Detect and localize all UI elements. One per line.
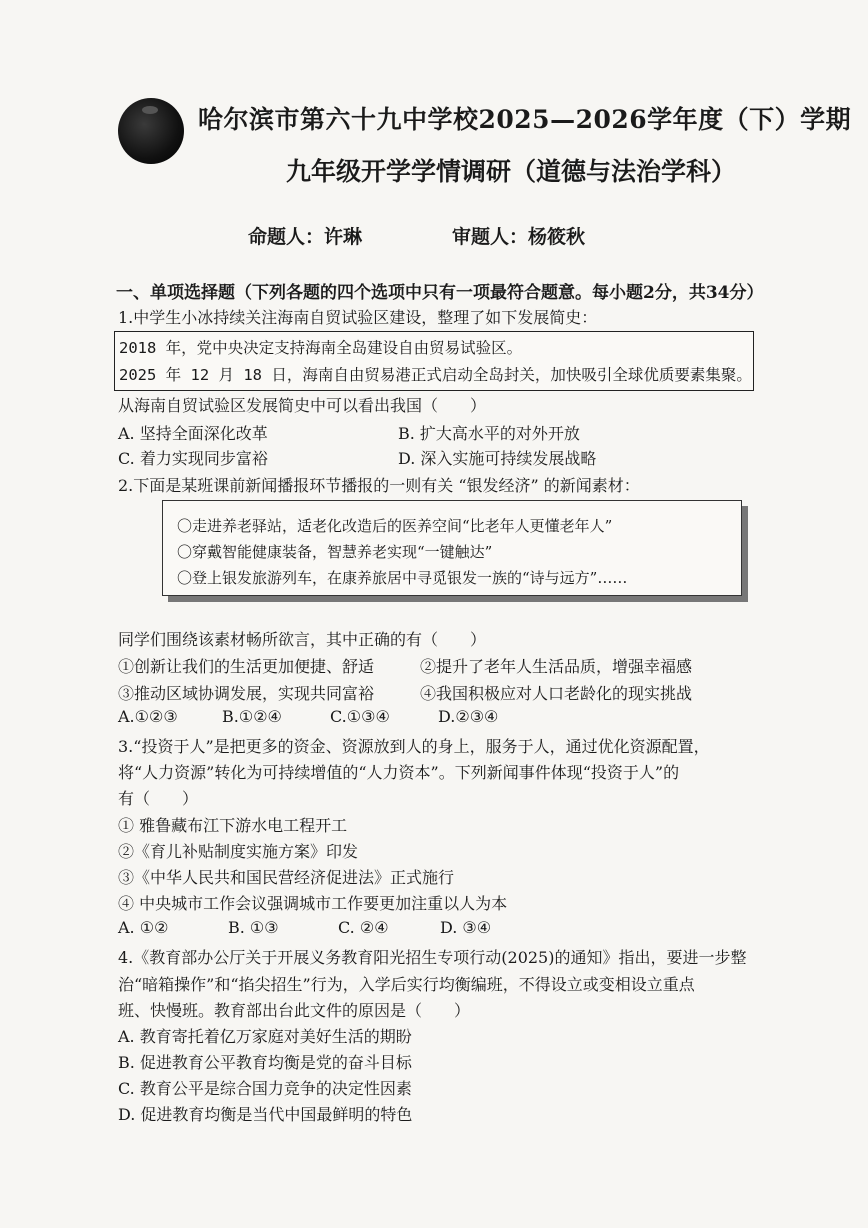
q2-question: 同学们围绕该素材畅所欲言，其中正确的有（ ） — [118, 630, 487, 649]
q4-stem-line: 治“暗箱操作”和“掐尖招生”行为，入学后实行均衡编班，不得设立或变相设立重点 — [118, 975, 695, 994]
q2-news-box — [162, 500, 742, 596]
q3-statement-3: ③《中华人民共和国民营经济促进法》正式施行 — [118, 868, 455, 887]
q2-option-b: B.①②④ — [222, 707, 282, 726]
q2-option-c: C.①③④ — [330, 707, 390, 726]
q4-stem-line: 班、快慢班。教育部出台此文件的原因是（ ） — [118, 1001, 471, 1020]
q2-option-d: D.②③④ — [438, 707, 499, 726]
q1-box-line: 2025 年 12 月 18 日，海南自由贸易港正式启动全岛封关，加快吸引全球优质要素集聚。 — [119, 366, 752, 384]
q3-option-d: D. ③④ — [440, 918, 492, 937]
q1-box-line: 2018 年，党中央决定支持海南全岛建设自由贸易试验区。 — [119, 339, 523, 357]
q4-stem-line: 4.《教育部办公厅关于开展义务教育阳光招生专项行动(2025)的通知》指出，要进一步整 — [118, 948, 747, 967]
q2-statement-2: ②提升了老年人生活品质，增强幸福感 — [420, 657, 693, 676]
q4-option-a: A. 教育寄托着亿万家庭对美好生活的期盼 — [118, 1027, 412, 1046]
q2-box-line: 〇登上银发旅游列车，在康养旅居中寻觅银发一族的“诗与远方”…… — [177, 569, 628, 587]
q1-option-c: C. 着力实现同步富裕 — [118, 449, 268, 468]
q2-stem: 2.下面是某班课前新闻播报环节播报的一则有关 “银发经济” 的新闻素材： — [118, 476, 640, 495]
q1-option-b: B. 扩大高水平的对外开放 — [398, 424, 580, 443]
q4-option-c: C. 教育公平是综合国力竞争的决定性因素 — [118, 1079, 412, 1098]
q3-stem-line: 有（ ） — [118, 789, 199, 808]
q3-statement-2: ②《育儿补贴制度实施方案》印发 — [118, 842, 359, 861]
q3-statement-1: ① 雅鲁藏布江下游水电工程开工 — [118, 816, 348, 835]
q3-statement-4: ④ 中央城市工作会议强调城市工作要更加注重以人为本 — [118, 894, 508, 913]
q2-option-a: A.①②③ — [118, 707, 178, 726]
q3-option-c: C. ②④ — [338, 918, 389, 937]
section-heading: 一、单项选择题（下列各题的四个选项中只有一项最符合题意。每小题2分，共34分） — [116, 283, 764, 303]
author-name: 命题人：许琳 — [248, 226, 363, 248]
exam-subtitle: 九年级开学学情调研（道德与法治学科） — [286, 157, 737, 186]
q1-stem: 1.中学生小冰持续关注海南自贸试验区建设，整理了如下发展简史： — [118, 308, 598, 327]
q3-stem-line: 将“人力资源”转化为可持续增值的“人力资本”。下列新闻事件体现“投资于人”的 — [118, 763, 680, 782]
exam-title: 哈尔滨市第六十九中学校2025—2026学年度（下）学期 — [198, 105, 852, 134]
q3-option-b: B. ①③ — [228, 918, 279, 937]
q1-question: 从海南自贸试验区发展简史中可以看出我国（ ） — [118, 396, 487, 415]
q2-box-line: 〇穿戴智能健康装备，智慧养老实现“一键触达” — [177, 543, 493, 561]
q2-box-line: 〇走进养老驿站，适老化改造后的医养空间“比老年人更懂老年人” — [177, 517, 613, 535]
school-seal — [118, 98, 184, 164]
q3-option-a: A. ①② — [118, 918, 169, 937]
q4-option-d: D. 促进教育均衡是当代中国最鲜明的特色 — [118, 1105, 413, 1124]
q1-option-d: D. 深入实施可持续发展战略 — [398, 449, 597, 468]
q1-history-box — [114, 331, 754, 391]
reviewer-name: 审题人：杨筱秋 — [452, 226, 586, 248]
q2-statement-1: ①创新让我们的生活更加便捷、舒适 — [118, 657, 375, 676]
q4-option-b: B. 促进教育公平教育均衡是党的奋斗目标 — [118, 1053, 412, 1072]
q2-statement-3: ③推动区域协调发展，实现共同富裕 — [118, 684, 375, 703]
q2-statement-4: ④我国积极应对人口老龄化的现实挑战 — [420, 684, 693, 703]
q3-stem-line: 3.“投资于人”是把更多的资金、资源放到人的身上，服务于人，通过优化资源配置， — [118, 737, 710, 756]
q1-option-a: A. 坚持全面深化改革 — [118, 424, 268, 443]
